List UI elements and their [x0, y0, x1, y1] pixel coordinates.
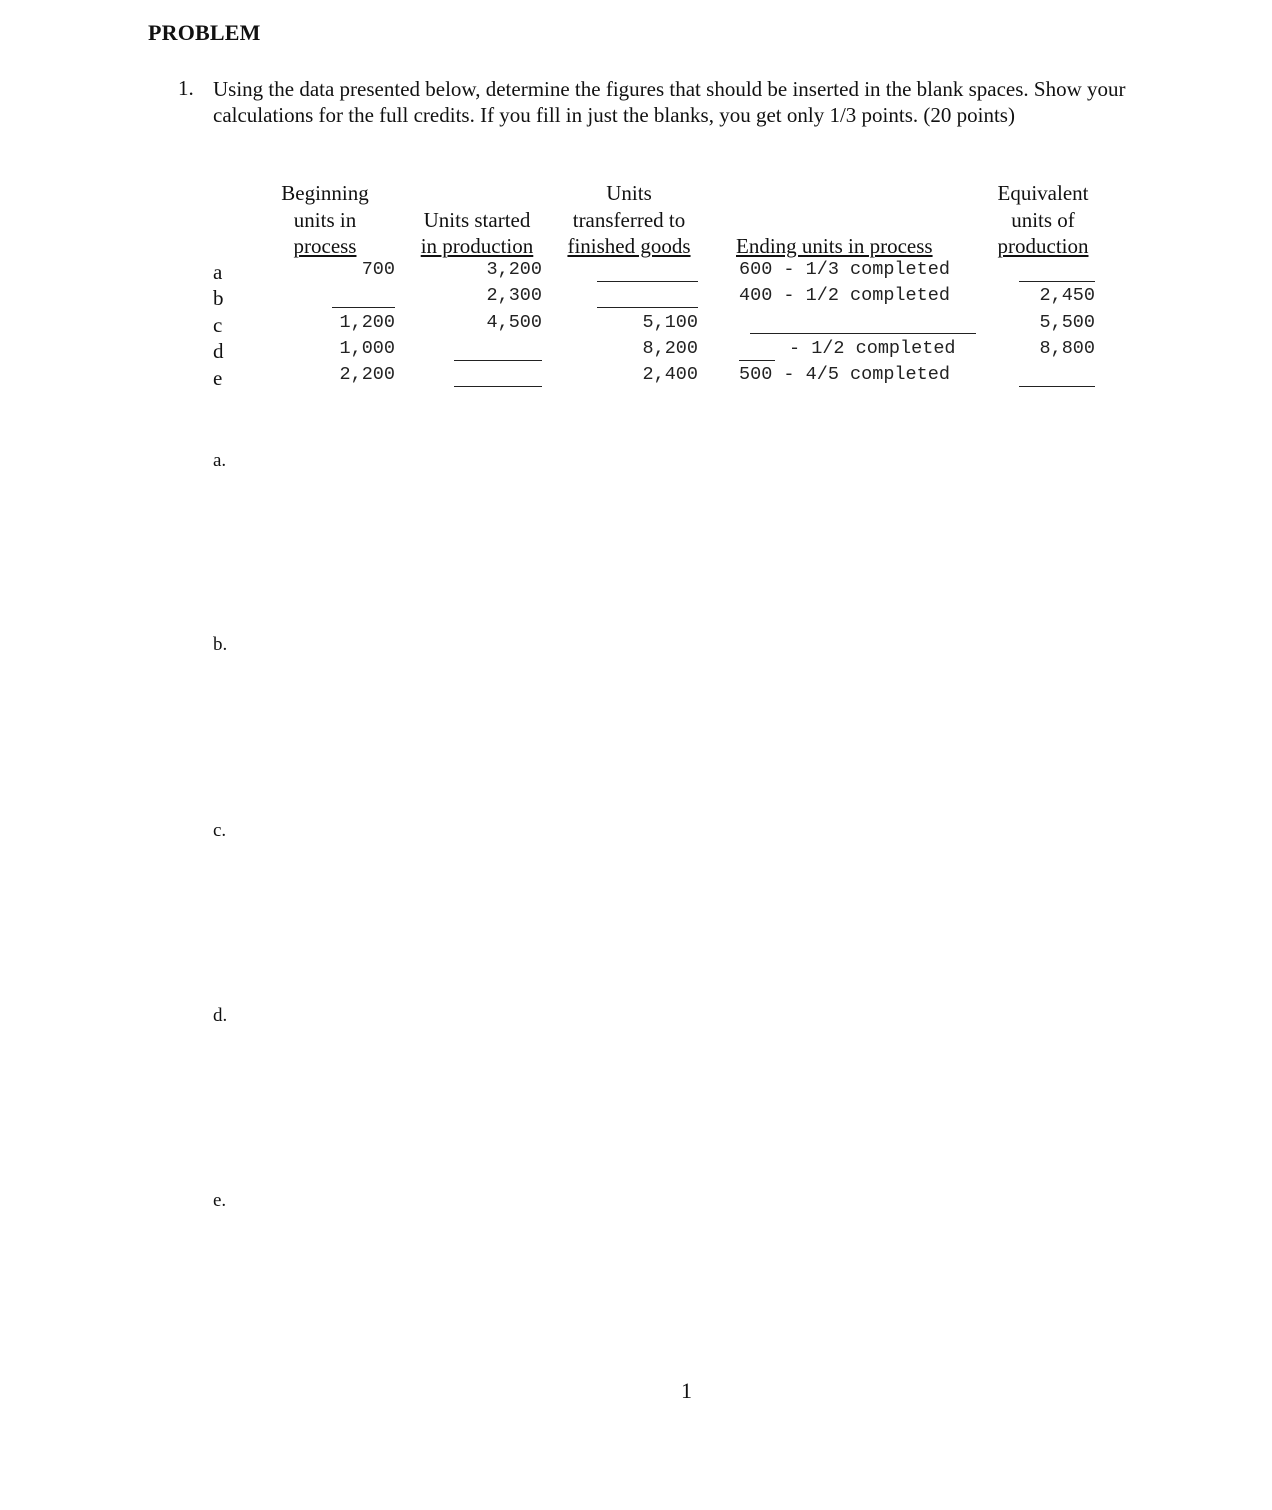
- row-d-equivalent: 8,800: [1039, 338, 1095, 359]
- row-c-started: 4,500: [486, 312, 542, 333]
- row-e-transferred: 2,400: [642, 364, 698, 385]
- row-c-ending-blank[interactable]: [750, 333, 976, 334]
- row-e-started-blank[interactable]: [454, 386, 542, 387]
- header-equivalent-line1: Equivalent: [997, 181, 1089, 205]
- header-units-started: [410, 207, 544, 260]
- answer-label-d: d.: [213, 1005, 228, 1026]
- row-label-e: e: [213, 366, 223, 390]
- question-text: Using the data presented below, determine the figures that should be inserted in the blank spaces. Show your calculations for the full credits. If you fill in just the blanks, you get only 1/3 points. (20 points): [213, 77, 1126, 127]
- page-number: 1: [681, 1378, 692, 1403]
- row-a-transferred-blank[interactable]: [597, 281, 698, 282]
- header-beginning-line1: Beginning: [281, 181, 369, 205]
- row-c-beginning: 1,200: [339, 312, 395, 333]
- header-ending-line1: Ending units in process: [736, 234, 933, 258]
- answer-label-c: c.: [213, 820, 227, 841]
- header-equivalent-units: [988, 180, 1098, 260]
- row-b-started: 2,300: [486, 285, 542, 306]
- header-transferred-line1: Units: [606, 181, 652, 205]
- row-b-equivalent: 2,450: [1039, 285, 1095, 306]
- header-started-line1: Units started: [423, 207, 531, 232]
- row-label-d: d: [213, 339, 224, 363]
- row-label-b: b: [213, 286, 224, 310]
- row-a-ending: 600 - 1/3 completed: [739, 259, 950, 280]
- row-d-ending-blank[interactable]: [739, 360, 775, 361]
- row-e-ending: 500 - 4/5 completed: [739, 364, 950, 385]
- row-e-beginning: 2,200: [339, 364, 395, 385]
- answer-label-a: a.: [213, 450, 227, 471]
- row-e-equivalent-blank[interactable]: [1019, 386, 1095, 387]
- answer-label-b: b.: [213, 634, 228, 655]
- question-number: 1.: [178, 76, 194, 100]
- header-equivalent-line2: units of: [1011, 207, 1075, 232]
- header-transferred-line3: finished goods: [567, 234, 691, 258]
- row-label-c: c: [213, 313, 223, 337]
- header-transferred-line2: transferred to: [572, 207, 686, 232]
- row-label-a: a: [213, 260, 223, 284]
- problem-heading: PROBLEM: [148, 20, 261, 45]
- row-b-beginning-blank[interactable]: [332, 307, 395, 308]
- row-b-transferred-blank[interactable]: [597, 307, 698, 308]
- header-beginning-line2: units in: [293, 207, 357, 232]
- header-beginning-line3: process: [293, 234, 357, 258]
- header-equivalent-line3: production: [997, 234, 1089, 258]
- header-started-line2: in production: [420, 234, 534, 258]
- row-a-beginning: 700: [361, 259, 395, 280]
- row-d-ending: - 1/2 completed: [789, 338, 956, 359]
- answer-label-e: e.: [213, 1190, 227, 1211]
- header-beginning-units: [270, 180, 380, 260]
- row-c-equivalent: 5,500: [1039, 312, 1095, 333]
- row-c-transferred: 5,100: [642, 312, 698, 333]
- row-b-ending: 400 - 1/2 completed: [739, 285, 950, 306]
- header-ending-units: [736, 233, 956, 260]
- row-a-started: 3,200: [486, 259, 542, 280]
- row-d-transferred: 8,200: [642, 338, 698, 359]
- header-units-transferred: [556, 180, 702, 260]
- row-a-equivalent-blank[interactable]: [1019, 281, 1095, 282]
- row-d-started-blank[interactable]: [454, 360, 542, 361]
- row-d-beginning: 1,000: [339, 338, 395, 359]
